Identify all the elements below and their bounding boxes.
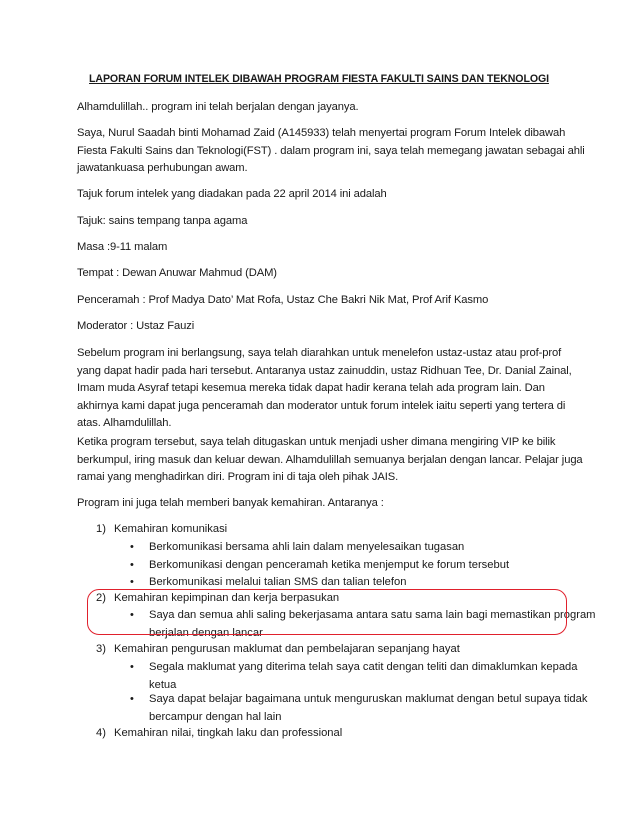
list-item-label: Kemahiran pengurusan maklumat dan pembelajaran sepanjang hayat bbox=[114, 643, 460, 655]
bullet-text: Segala maklumat yang diterima telah saya catit dengan teliti dan dimaklumkan kepada bbox=[149, 661, 578, 673]
paragraph-intro: Alhamdulillah.. program ini telah berjalan dengan jayanya. bbox=[77, 101, 359, 113]
paragraph-participant bbox=[77, 125, 585, 178]
paragraph-time: Masa :9-11 malam bbox=[77, 241, 168, 253]
bullet-text: Berkomunikasi melalui talian SMS dan talian telefon bbox=[149, 576, 407, 588]
paragraph-line: Ketika program tersebut, saya telah ditugaskan untuk menjadi usher dimana mengiring VIP ke bilik bbox=[77, 436, 556, 448]
paragraph-line: Sebelum program ini berlangsung, saya telah diarahkan untuk menelefon ustaz-ustaz atau prof-prof bbox=[77, 347, 562, 359]
paragraph-line: Saya, Nurul Saadah binti Mohamad Zaid (A145933) telah menyertai program Forum Intelek dibawah bbox=[77, 127, 566, 139]
bullet-text: Berkomunikasi dengan penceramah ketika menjemput ke forum tersebut bbox=[149, 559, 510, 571]
list-item-label: Kemahiran kepimpinan dan kerja berpasukan bbox=[114, 592, 340, 604]
paragraph-skills-intro: Program ini juga telah memberi banyak kemahiran. Antaranya : bbox=[77, 497, 384, 509]
bullet-icon: • bbox=[130, 559, 134, 571]
bullet-text: bercampur dengan hal lain bbox=[149, 710, 282, 723]
paragraph-topic: Tajuk: sains tempang tanpa agama bbox=[77, 215, 248, 227]
paragraph-line: atas. Alhamdulillah. bbox=[77, 417, 172, 429]
paragraph-topic-intro: Tajuk forum intelek yang diadakan pada 22 april 2014 ini adalah bbox=[77, 188, 387, 200]
bullet-icon: • bbox=[130, 541, 134, 553]
paragraph-before-program bbox=[77, 345, 577, 433]
bullet-text: ketua bbox=[149, 678, 177, 691]
list-item-number: 3) Kemahiran pengurusan maklumat dan pembelajaran sepanjang hayat bbox=[96, 643, 460, 655]
bullet-text: Saya dapat belajar bagaimana untuk menguruskan maklumat dengan betul supaya tidak bbox=[149, 693, 588, 705]
paragraph-speakers: Penceramah : Prof Madya Dato’ Mat Rofa, Ustaz Che Bakri Nik Mat, Prof Arif Kasmo bbox=[77, 294, 489, 306]
paragraph-line: berkumpul, iring masuk dan keluar dewan. Alhamdulillah semuanya berjalan dengan lancar. Pelajar juga bbox=[77, 453, 583, 466]
bullet-text: Berkomunikasi bersama ahli lain dalam menyelesaikan tugasan bbox=[149, 541, 465, 553]
paragraph-line: Fiesta Fakulti Sains dan Teknologi(FST) . dalam program ini, saya telah memegang jawatan sebagai ahli bbox=[77, 144, 585, 157]
paragraph-line: akhirnya kami dapat juga penceramah dan moderator untuk forum intelek iaitu seperti yang tertera di bbox=[77, 399, 566, 412]
paragraph-venue: Tempat : Dewan Anuwar Mahmud (DAM) bbox=[77, 267, 277, 279]
bullet-text: Saya dan semua ahli saling bekerjasama antara satu sama lain bagi memastikan program bbox=[149, 609, 596, 621]
report-title: LAPORAN FORUM INTELEK DIBAWAH PROGRAM FIESTA FAKULTI SAINS DAN TEKNOLOGI bbox=[89, 73, 549, 85]
bullet-icon: • bbox=[130, 661, 134, 673]
list-item-label: Kemahiran nilai, tingkah laku dan professional bbox=[114, 727, 343, 739]
paragraph-line: yang dapat hadir pada hari tersebut. Antaranya ustaz zainuddin, ustaz Ridhuan Tee, Dr. Danial Zainal, bbox=[77, 364, 572, 377]
bullet-text: berjalan dengan lancar bbox=[149, 626, 263, 639]
bullet-icon: • bbox=[130, 576, 134, 588]
paragraph-line: Imam muda Asyraf tetapi kesemua mereka tidak dapat hadir kerana telah ada program lain. Dan bbox=[77, 382, 545, 394]
red-highlight-outline bbox=[87, 589, 567, 635]
list-item-label: Kemahiran komunikasi bbox=[114, 523, 228, 535]
paragraph-during-program bbox=[77, 434, 583, 487]
paragraph-line: jawatankuasa perhubungan awam. bbox=[77, 162, 248, 174]
paragraph-line: ramai yang menghadirkan diri. Program ini di taja oleh pihak JAIS. bbox=[77, 471, 399, 483]
paragraph-moderator: Moderator : Ustaz Fauzi bbox=[77, 320, 195, 332]
list-item-number: 1) Kemahiran komunikasi bbox=[96, 523, 228, 535]
bullet-icon: • bbox=[130, 693, 134, 705]
bullet-icon: • bbox=[130, 609, 134, 621]
list-item-number: 4) Kemahiran nilai, tingkah laku dan professional bbox=[96, 727, 343, 739]
list-item-number: 2) Kemahiran kepimpinan dan kerja berpasukan bbox=[96, 592, 340, 604]
